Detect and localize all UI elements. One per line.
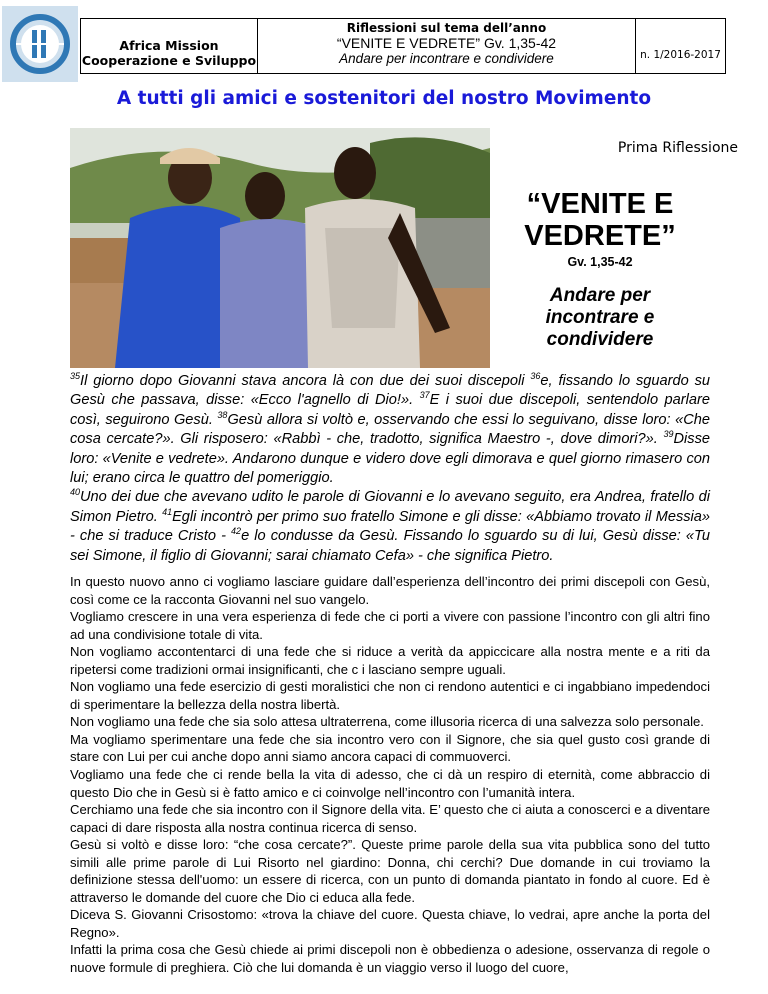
- reflection-subtitle: [500, 285, 700, 351]
- reflection-body: [70, 573, 710, 977]
- body-paragraph: Non vogliamo una fede che sia solo attesa ultraterrena, come illusoria ricerca di una salvezza solo personale.: [70, 714, 704, 730]
- body-paragraph: Vogliamo una fede che ci rende bella la vita di adesso, che ci dà un respiro di eternità, come abbraccio di questo Dio che in Gesù si è fatto amico e ci coinvolge nell’incontro con l’umanità intera.: [70, 767, 710, 800]
- gospel-passage: [70, 372, 710, 566]
- verse-text: Gesù allora si voltò e, osservando che essi lo seguivano, disse loro: «Che cosa cercate?». Gli risposero: «Rabbì - che, tradotto, significa Maestro -, dove dimori?».: [70, 411, 710, 448]
- body-paragraph: Diceva S. Giovanni Crisostomo: «trova la chiave del cuore. Questa chiave, lo vedrai, apre anche la porta del Regno».: [70, 907, 710, 940]
- theme-box: [257, 18, 636, 74]
- three-young-men-photo: [70, 128, 490, 368]
- issue-number: n. 1/2016-2017: [640, 49, 721, 61]
- body-paragraph: Cerchiamo una fede che sia incontro con il Signore della vita. E’ questo che ci aiuta a conoscerci e a diventare capaci di dare risposta alla nostra continua ricerca di senso.: [70, 802, 710, 835]
- verse-number: 39: [663, 429, 674, 440]
- verse-number: 37: [419, 390, 430, 401]
- body-paragraph: Non vogliamo una fede esercizio di gesti moralistici che non ci rendono autentici e ci ingabbiano impedendoci di sperimentare la bellezza della nostra libertà.: [70, 679, 710, 712]
- reflection-subtitle-line2: incontrare e: [545, 307, 655, 328]
- verse-text: Egli incontrò per primo suo fratello Simone e gli disse: «Abbiamo trovato il Messia» - che si traduce Cristo -: [70, 508, 711, 545]
- verse-number: 42: [231, 526, 242, 537]
- organization-box: [80, 18, 258, 74]
- issue-box: [635, 18, 726, 74]
- reflection-title: [500, 188, 700, 252]
- verse-number: 35: [70, 371, 81, 381]
- verse-text: Uno dei due che avevano udito le parole di Giovanni e lo avevano seguito, era Andrea, fratello di Simon Pietro.: [70, 489, 710, 525]
- theme-subtitle: Andare per incontrare e condividere: [339, 51, 554, 66]
- body-paragraph: Infatti la prima cosa che Gesù chiede ai primi discepoli non è obbedienza o adesione, osservanza di regole o nuove formule di preghiera. Ciò che lui domanda è un viaggio verso il luogo del cuore,: [70, 942, 710, 976]
- verse-number: 40: [70, 487, 81, 498]
- verse-number: 36: [530, 371, 541, 381]
- gospel-reference: Gv. 1,35-42: [567, 255, 633, 269]
- dedication-heading: A tutti gli amici e sostenitori del nostro Movimento: [116, 88, 652, 109]
- verse-text: e, fissando lo sguardo su Gesù che passava, disse: «Ecco l'agnello di Dio!».: [70, 373, 710, 409]
- reflection-subtitle-line3: condividere: [546, 329, 654, 350]
- body-paragraph: Ma vogliamo sperimentare una fede che sia incontro vero con il Signore, che sia quel gusto così grande di stare con Lui per cui anche dopo anni siamo ancora capaci di commuoverci.: [70, 731, 710, 765]
- reflection-title-line1: “VENITE E: [526, 188, 674, 220]
- body-paragraph: Vogliamo crescere in una vera esperienza di fede che ci porti a vivere con passione l’incontro con gli altri fino ad una condivisione totale di vita.: [70, 609, 710, 642]
- verse-text: e lo condusse da Gesù. Fissando lo sguardo su di lui, Gesù disse: «Tu sei Simone, il figlio di Giovanni; sarai chiamato Cefa» - che significa Pietro.: [70, 528, 710, 564]
- body-paragraph: Gesù si voltò e disse loro: “che cosa cercate?”. Queste prime parole della sua vita pubblica sono del tutto simili alle prime parole di Lui Risorto nel giardino: Donna, chi cerchi? Due domande in cui troviamo la definizione stessa dell'uomo: un essere di ricerca, con un punto di domanda piantato in fondo al cuore. Ed è attraverso le domande del cuore che Dio ci educa alla fede.: [70, 837, 710, 905]
- africa-mission-logo-icon: [2, 6, 78, 82]
- org-name-line1: Africa Mission: [119, 38, 219, 53]
- verse-number: 41: [162, 506, 173, 517]
- verse-number: 38: [217, 409, 228, 420]
- body-paragraph: In questo nuovo anno ci vogliamo lasciare guidare dall’esperienza dell’incontro dei primi discepoli con Gesù, così come ce la racconta Giovanni nel suo vangelo.: [70, 574, 710, 607]
- section-label: Prima Riflessione: [617, 140, 738, 156]
- reflection-title-line2: VEDRETE”: [524, 220, 676, 252]
- body-paragraph: Non vogliamo accontentarci di una fede che si riduce a verità da appiccicare alla nostra mente e a riti da ripetersi come tradizioni ormai insignificanti, che c i lasciano sempre uguali.: [70, 644, 710, 677]
- verse-text: E i suoi due discepoli, sentendolo parlare così, seguirono Gesù.: [70, 392, 710, 428]
- reflection-subtitle-line1: Andare per: [549, 285, 651, 306]
- verse-text: Disse loro: «Venite e vedrete». Andarono dunque e videro dove egli dimorava e quel giorno rimasero con lui; erano circa le quattro del pomeriggio.: [70, 431, 710, 487]
- verse-text: Il giorno dopo Giovanni stava ancora là con due dei suoi discepoli: [80, 373, 531, 389]
- org-name-line2: Cooperazione e Sviluppo: [81, 53, 257, 68]
- theme-title: “VENITE E VEDRETE” Gv. 1,35-42: [336, 35, 557, 51]
- theme-label: Riflessioni sul tema dell’anno: [346, 21, 547, 35]
